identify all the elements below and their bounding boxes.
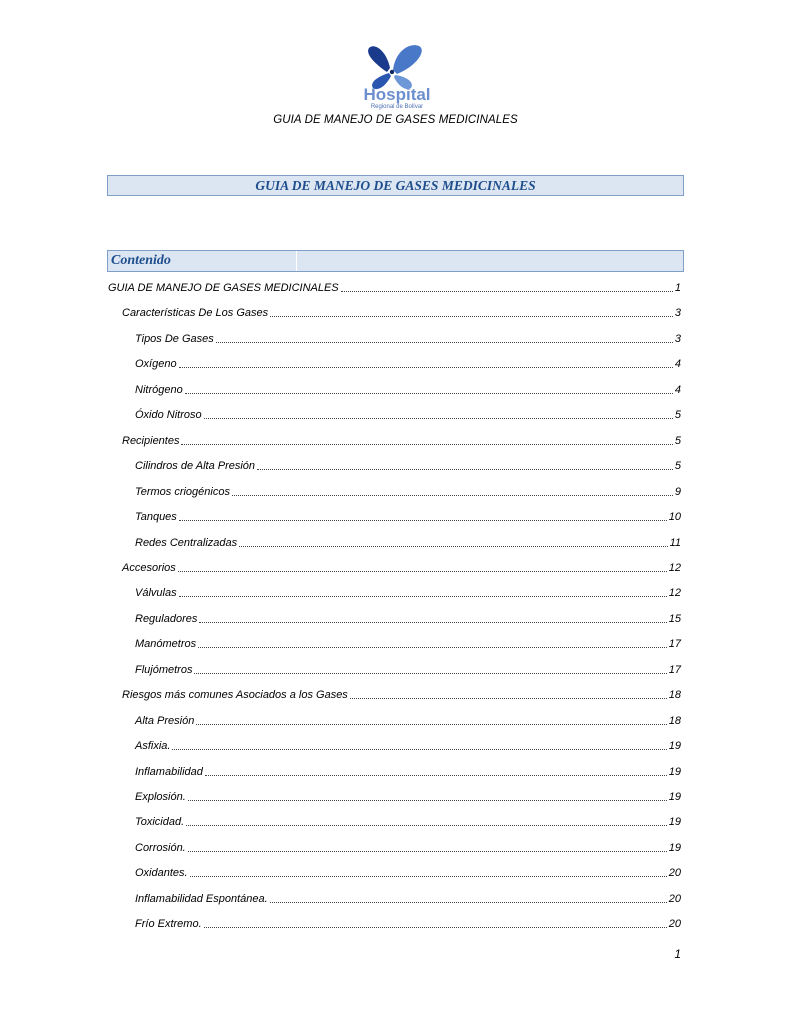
toc-entry-page: 19: [668, 816, 681, 829]
toc-entry-page: 1: [674, 282, 681, 294]
toc-entry-label: Asfixia.: [135, 740, 171, 753]
toc-entry-page: 18: [668, 714, 681, 727]
toc-entry[interactable]: [135, 813, 681, 829]
toc-leader-dots: [270, 302, 673, 317]
contents-heading: Contenido: [111, 253, 171, 268]
toc-entry-label: Cilindros de Alta Presión: [135, 460, 256, 473]
toc-leader-dots: [179, 506, 667, 521]
toc-leader-dots: [190, 862, 667, 877]
toc-entry-page: 10: [668, 511, 681, 524]
toc-leader-dots: [179, 582, 667, 597]
toc-entry[interactable]: [135, 457, 681, 473]
toc-entry-page: 4: [674, 383, 681, 396]
toc-entry[interactable]: [135, 635, 681, 651]
toc-entry[interactable]: [135, 737, 681, 753]
toc-entry-label: Accesorios: [122, 561, 176, 574]
toc-entry[interactable]: [135, 330, 681, 346]
toc-entry[interactable]: [135, 610, 681, 626]
toc-leader-dots: [216, 328, 673, 343]
toc-leader-dots: [186, 811, 667, 826]
toc-entry-page: 19: [668, 740, 681, 753]
toc-entry-label: Riesgos más comunes Asociados a los Gases: [122, 689, 348, 702]
toc-entry[interactable]: [135, 788, 681, 804]
toc-entry-page: 4: [674, 358, 681, 371]
toc-entry[interactable]: [135, 864, 681, 880]
toc-entry-page: 20: [668, 867, 681, 880]
toc-entry-label: Recipientes: [122, 434, 180, 447]
toc-entry-label: Nitrógeno: [135, 383, 183, 396]
toc-entry[interactable]: [135, 355, 681, 371]
toc-entry-page: 20: [668, 918, 681, 931]
toc-entry-page: 19: [668, 841, 681, 854]
toc-leader-dots: [198, 633, 667, 648]
toc-entry-page: 3: [674, 307, 681, 320]
toc-leader-dots: [341, 277, 673, 292]
toc-leader-dots: [194, 659, 666, 674]
toc-leader-dots: [204, 913, 667, 928]
toc-leader-dots: [196, 710, 666, 725]
toc-leader-dots: [232, 481, 673, 496]
running-header: GUIA DE MANEJO DE GASES MEDICINALES: [273, 114, 518, 126]
document-title: GUIA DE MANEJO DE GASES MEDICINALES: [107, 175, 684, 196]
toc-entry-page: 19: [668, 765, 681, 778]
toc-entry-page: 11: [669, 536, 681, 549]
toc-entry-page: 17: [668, 663, 681, 676]
toc-entry-label: Toxicidad.: [135, 816, 185, 829]
toc-leader-dots: [172, 735, 666, 750]
toc-entry-page: 5: [674, 434, 681, 447]
toc-entry-label: Válvulas: [135, 587, 177, 600]
toc-leader-dots: [270, 888, 667, 903]
toc-leader-dots: [179, 353, 673, 368]
toc-leader-dots: [181, 430, 672, 445]
toc-entry[interactable]: [122, 432, 681, 448]
toc-entry[interactable]: [122, 686, 681, 702]
toc-entry[interactable]: [135, 890, 681, 906]
toc-entry-label: Redes Centralizadas: [135, 536, 238, 549]
toc-entry-label: Corrosión.: [135, 841, 186, 854]
toc-entry-page: 15: [668, 612, 681, 625]
toc-leader-dots: [188, 837, 667, 852]
toc-entry-page: 9: [674, 485, 681, 498]
toc-entry-page: 5: [674, 460, 681, 473]
toc-entry[interactable]: [135, 661, 681, 677]
svg-text:Hospital: Hospital: [363, 85, 431, 104]
toc-leader-dots: [205, 761, 667, 776]
toc-entry[interactable]: [135, 839, 681, 855]
toc-entry-label: Inflamabilidad: [135, 765, 203, 778]
toc-entry-label: Oxígeno: [135, 358, 177, 371]
toc-leader-dots: [257, 455, 673, 470]
toc-leader-dots: [185, 379, 673, 394]
toc-entry[interactable]: [135, 763, 681, 779]
toc-entry-label: Óxido Nitroso: [135, 409, 202, 422]
toc-entry[interactable]: [122, 304, 681, 320]
toc-entry[interactable]: [135, 381, 681, 397]
toc-entry-label: Flujómetros: [135, 663, 193, 676]
toc-entry[interactable]: [135, 915, 681, 931]
toc-entry-label: Características De Los Gases: [122, 307, 269, 320]
toc-entry[interactable]: [135, 584, 681, 600]
toc-leader-dots: [178, 557, 667, 572]
toc-entry[interactable]: [135, 483, 681, 499]
toc-entry-label: Oxidantes.: [135, 867, 188, 880]
toc-entry-label: Inflamabilidad Espontánea.: [135, 892, 268, 905]
toc-entry-page: 12: [668, 561, 681, 574]
toc-entry-label: Frío Extremo.: [135, 918, 202, 931]
toc-entry-label: Tipos De Gases: [135, 332, 214, 345]
page-number: 1: [674, 947, 681, 961]
toc-entry[interactable]: [108, 279, 681, 295]
svg-text:Regional de Bolívar: Regional de Bolívar: [370, 104, 424, 110]
toc-entry-page: 3: [674, 332, 681, 345]
toc-entry[interactable]: [135, 406, 681, 422]
toc-leader-dots: [204, 404, 673, 419]
toc-entry-page: 20: [668, 892, 681, 905]
toc-leader-dots: [188, 786, 667, 801]
toc-entry[interactable]: [122, 559, 681, 575]
toc-entry-page: 12: [668, 587, 681, 600]
toc-entry-label: Manómetros: [135, 638, 197, 651]
toc-entry-label: Reguladores: [135, 612, 198, 625]
toc-entry-label: Explosión.: [135, 791, 186, 803]
toc-entry-label: Termos criogénicos: [135, 485, 230, 498]
toc-leader-dots: [239, 532, 667, 547]
toc-entry-page: 18: [668, 689, 681, 702]
toc-entry-page: 19: [668, 791, 681, 803]
toc-entry-label: GUIA DE MANEJO DE GASES MEDICINALES: [108, 282, 339, 294]
toc-entry-label: Alta Presión: [135, 714, 195, 727]
toc-leader-dots: [350, 684, 667, 699]
toc-entry[interactable]: [135, 712, 681, 728]
toc-entry-label: Tanques: [135, 511, 177, 524]
toc-leader-dots: [199, 608, 666, 623]
toc-entry[interactable]: [135, 534, 681, 550]
toc-entry-page: 17: [668, 638, 681, 651]
toc-entry-page: 5: [674, 409, 681, 422]
toc-entry[interactable]: [135, 508, 681, 524]
